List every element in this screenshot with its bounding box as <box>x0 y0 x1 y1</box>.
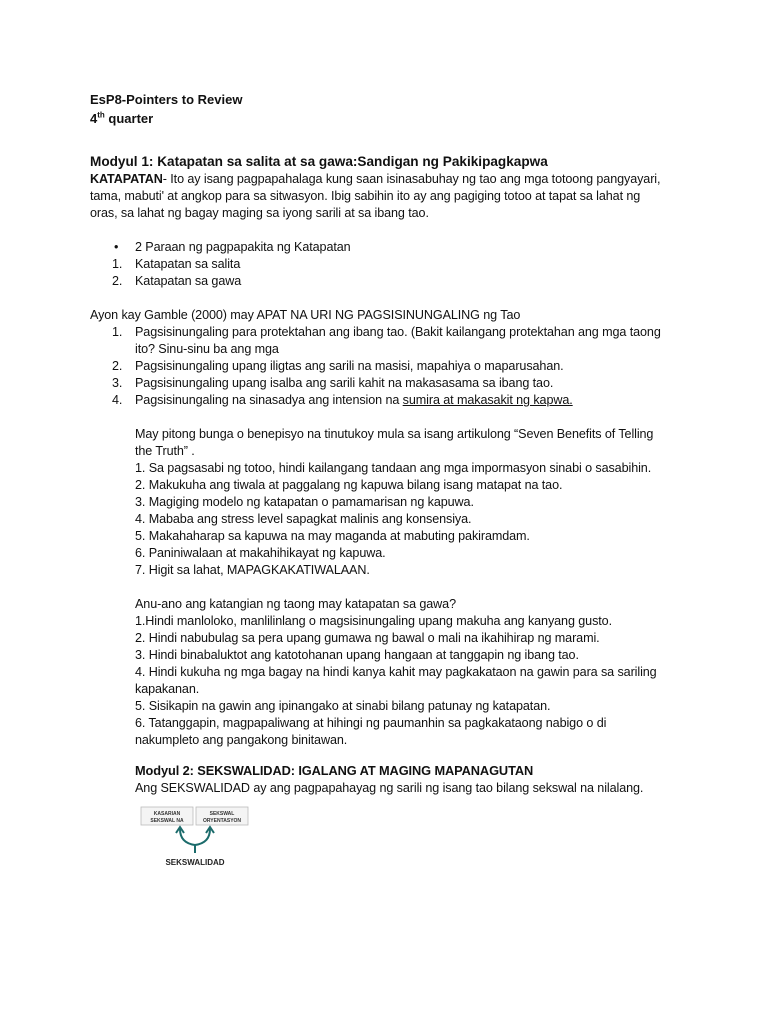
quarter-word: quarter <box>108 111 154 126</box>
bottom-label: SEKSWALIDAD <box>165 858 225 867</box>
gamble-intro: Ayon kay Gamble (2000) may APAT NA URI NG PAGSISINUNGALING ng Tao <box>90 308 521 322</box>
katangian-question: Anu-ano ang katangian ng taong may katapatan sa gawa? <box>135 597 456 611</box>
doc-title: EsP8-Pointers to Review <box>90 92 243 107</box>
underlined-text: sumira at makasakit ng kapwa. <box>402 393 573 407</box>
katangian-item: 3. Hindi binabaluktot ang katotohanan upang hangaan at tanggapin ng ibang tao. <box>135 648 579 662</box>
modyul2-heading: Modyul 2: SEKSWALIDAD: IGALANG AT MAGING MAPANAGUTAN <box>135 763 534 778</box>
benefit-item: 4. Mababa ang stress level sapagkat malinis ang konsensiya. <box>135 512 472 526</box>
list-number: 2. <box>112 359 123 373</box>
uri-list <box>90 324 690 409</box>
list-number: 1. <box>112 257 123 271</box>
benefit-item: 5. Makahaharap sa kapuwa na may maganda at mabuting pakiramdam. <box>135 529 530 543</box>
quarter-suffix: th <box>97 110 105 120</box>
paraan-list <box>90 256 690 290</box>
benefit-item: 2. Makukuha ang tiwala at paggalang ng kapuwa bilang isang matapat na tao. <box>135 478 563 492</box>
paraan-bullet <box>90 239 690 256</box>
benefits-intro-line1: May pitong bunga o benepisyo na tinutukoy mula sa isang artikulong “Seven Benefits of Telling <box>135 427 654 441</box>
katapatan-def-line3: oras, sa lahat ng bagay maging sa iyong sarili at sa ibang tao. <box>90 206 429 220</box>
katapatan-term: KATAPATAN <box>90 172 163 186</box>
list-text: Pagsisinungaling upang isalba ang sarili kahit na makasasama sa ibang tao. <box>135 376 554 390</box>
katangian-item: 6. Tatanggapin, magpapaliwang at hihingi ng paumanhin sa pagkakataong nabigo o di <box>135 716 607 730</box>
list-item <box>90 324 690 358</box>
quarter-number: 4 <box>90 111 98 126</box>
bullet-text: 2 Paraan ng pagpapakita ng Katapatan <box>135 240 351 254</box>
left-box-line2: SEKSWAL NA <box>150 818 184 824</box>
right-box-line2: ORYENTASYON <box>202 818 242 824</box>
katapatan-definition <box>90 171 690 188</box>
sekswalidad-definition: Ang SEKSWALIDAD ay ang pagpapahayag ng sarili ng isang tao bilang sekswal na nilalang. <box>135 781 644 795</box>
list-item <box>90 358 690 375</box>
document-page <box>90 90 690 873</box>
katangian-item: 1.Hindi manloloko, manlilinlang o magsisinungaling upang makuha ang kanyang gusto. <box>135 614 612 628</box>
katangian-item: 4. Hindi kukuha ng mga bagay na hindi kanya kahit may pagkakataon na gawin para sa sariling <box>135 665 657 679</box>
list-text: Pagsisinungaling para protektahan ang ibang tao. (Bakit kailangang protektahan ang mga taong <box>135 325 661 339</box>
left-box-line1: KASARIAN <box>153 811 181 817</box>
diagram-svg <box>140 805 250 873</box>
list-text: Katapatan sa salita <box>135 257 241 271</box>
list-text: Pagsisinungaling na sinasadya ang intension na <box>135 393 403 407</box>
list-number: 2. <box>112 274 123 288</box>
list-item <box>90 392 690 409</box>
right-box-line1: SEKSWAL <box>209 811 235 817</box>
list-text: Katapatan sa gawa <box>135 274 242 288</box>
benefit-item: 3. Magiging modelo ng katapatan o pamamarisan ng kapuwa. <box>135 495 474 509</box>
list-text-cont: ito? Sinu-sinu ba ang mga <box>135 342 279 356</box>
list-text: Pagsisinungaling upang iligtas ang sarili na masisi, mapahiya o maparusahan. <box>135 359 564 373</box>
connector-arc <box>180 829 210 845</box>
benefits-intro-line2: the Truth” . <box>135 444 195 458</box>
katangian-item: 5. Sisikapin na gawin ang ipinangako at sinabi bilang patunay ng katapatan. <box>135 699 551 713</box>
katapatan-def-line2: tama, mabuti' at angkop para sa sitwasyon. Ibig sabihin ito ay ang pagiging totoo at tapat sa lahat ng <box>90 189 641 203</box>
benefit-item: 1. Sa pagsasabi ng totoo, hindi kailangang tandaan ang mga impormasyon sinabi o sasabihin. <box>135 461 652 475</box>
katapatan-def-line1: - Ito ay isang pagpapahalaga kung saan isinasabuhay ng tao ang mga totoong pangyayari, <box>162 172 661 186</box>
benefit-item: 7. Higit sa lahat, MAPAGKAKATIWALAAN. <box>135 563 370 577</box>
list-number: 4. <box>112 393 123 407</box>
list-item <box>90 256 690 273</box>
katangian-item: 2. Hindi nabubulag sa pera upang gumawa ng bawal o mali na ikahihirap ng marami. <box>135 631 600 645</box>
benefit-item: 6. Paniniwalaan at makahihikayat ng kapuwa. <box>135 546 386 560</box>
katangian-item: nakumpleto ang pangakong binitawan. <box>135 733 348 747</box>
quarter-label <box>90 109 690 128</box>
list-number: 3. <box>112 376 123 390</box>
list-number: 1. <box>112 325 123 339</box>
list-item <box>90 375 690 392</box>
list-item <box>90 273 690 290</box>
katangian-item: kapakanan. <box>135 682 200 696</box>
modyul1-heading: Modyul 1: Katapatan sa salita at sa gawa:Sandigan ng Pakikipagkapwa <box>90 154 548 169</box>
sekswalidad-diagram <box>140 805 250 873</box>
bullet-mark: • <box>114 240 119 254</box>
benefits-section <box>90 426 690 797</box>
